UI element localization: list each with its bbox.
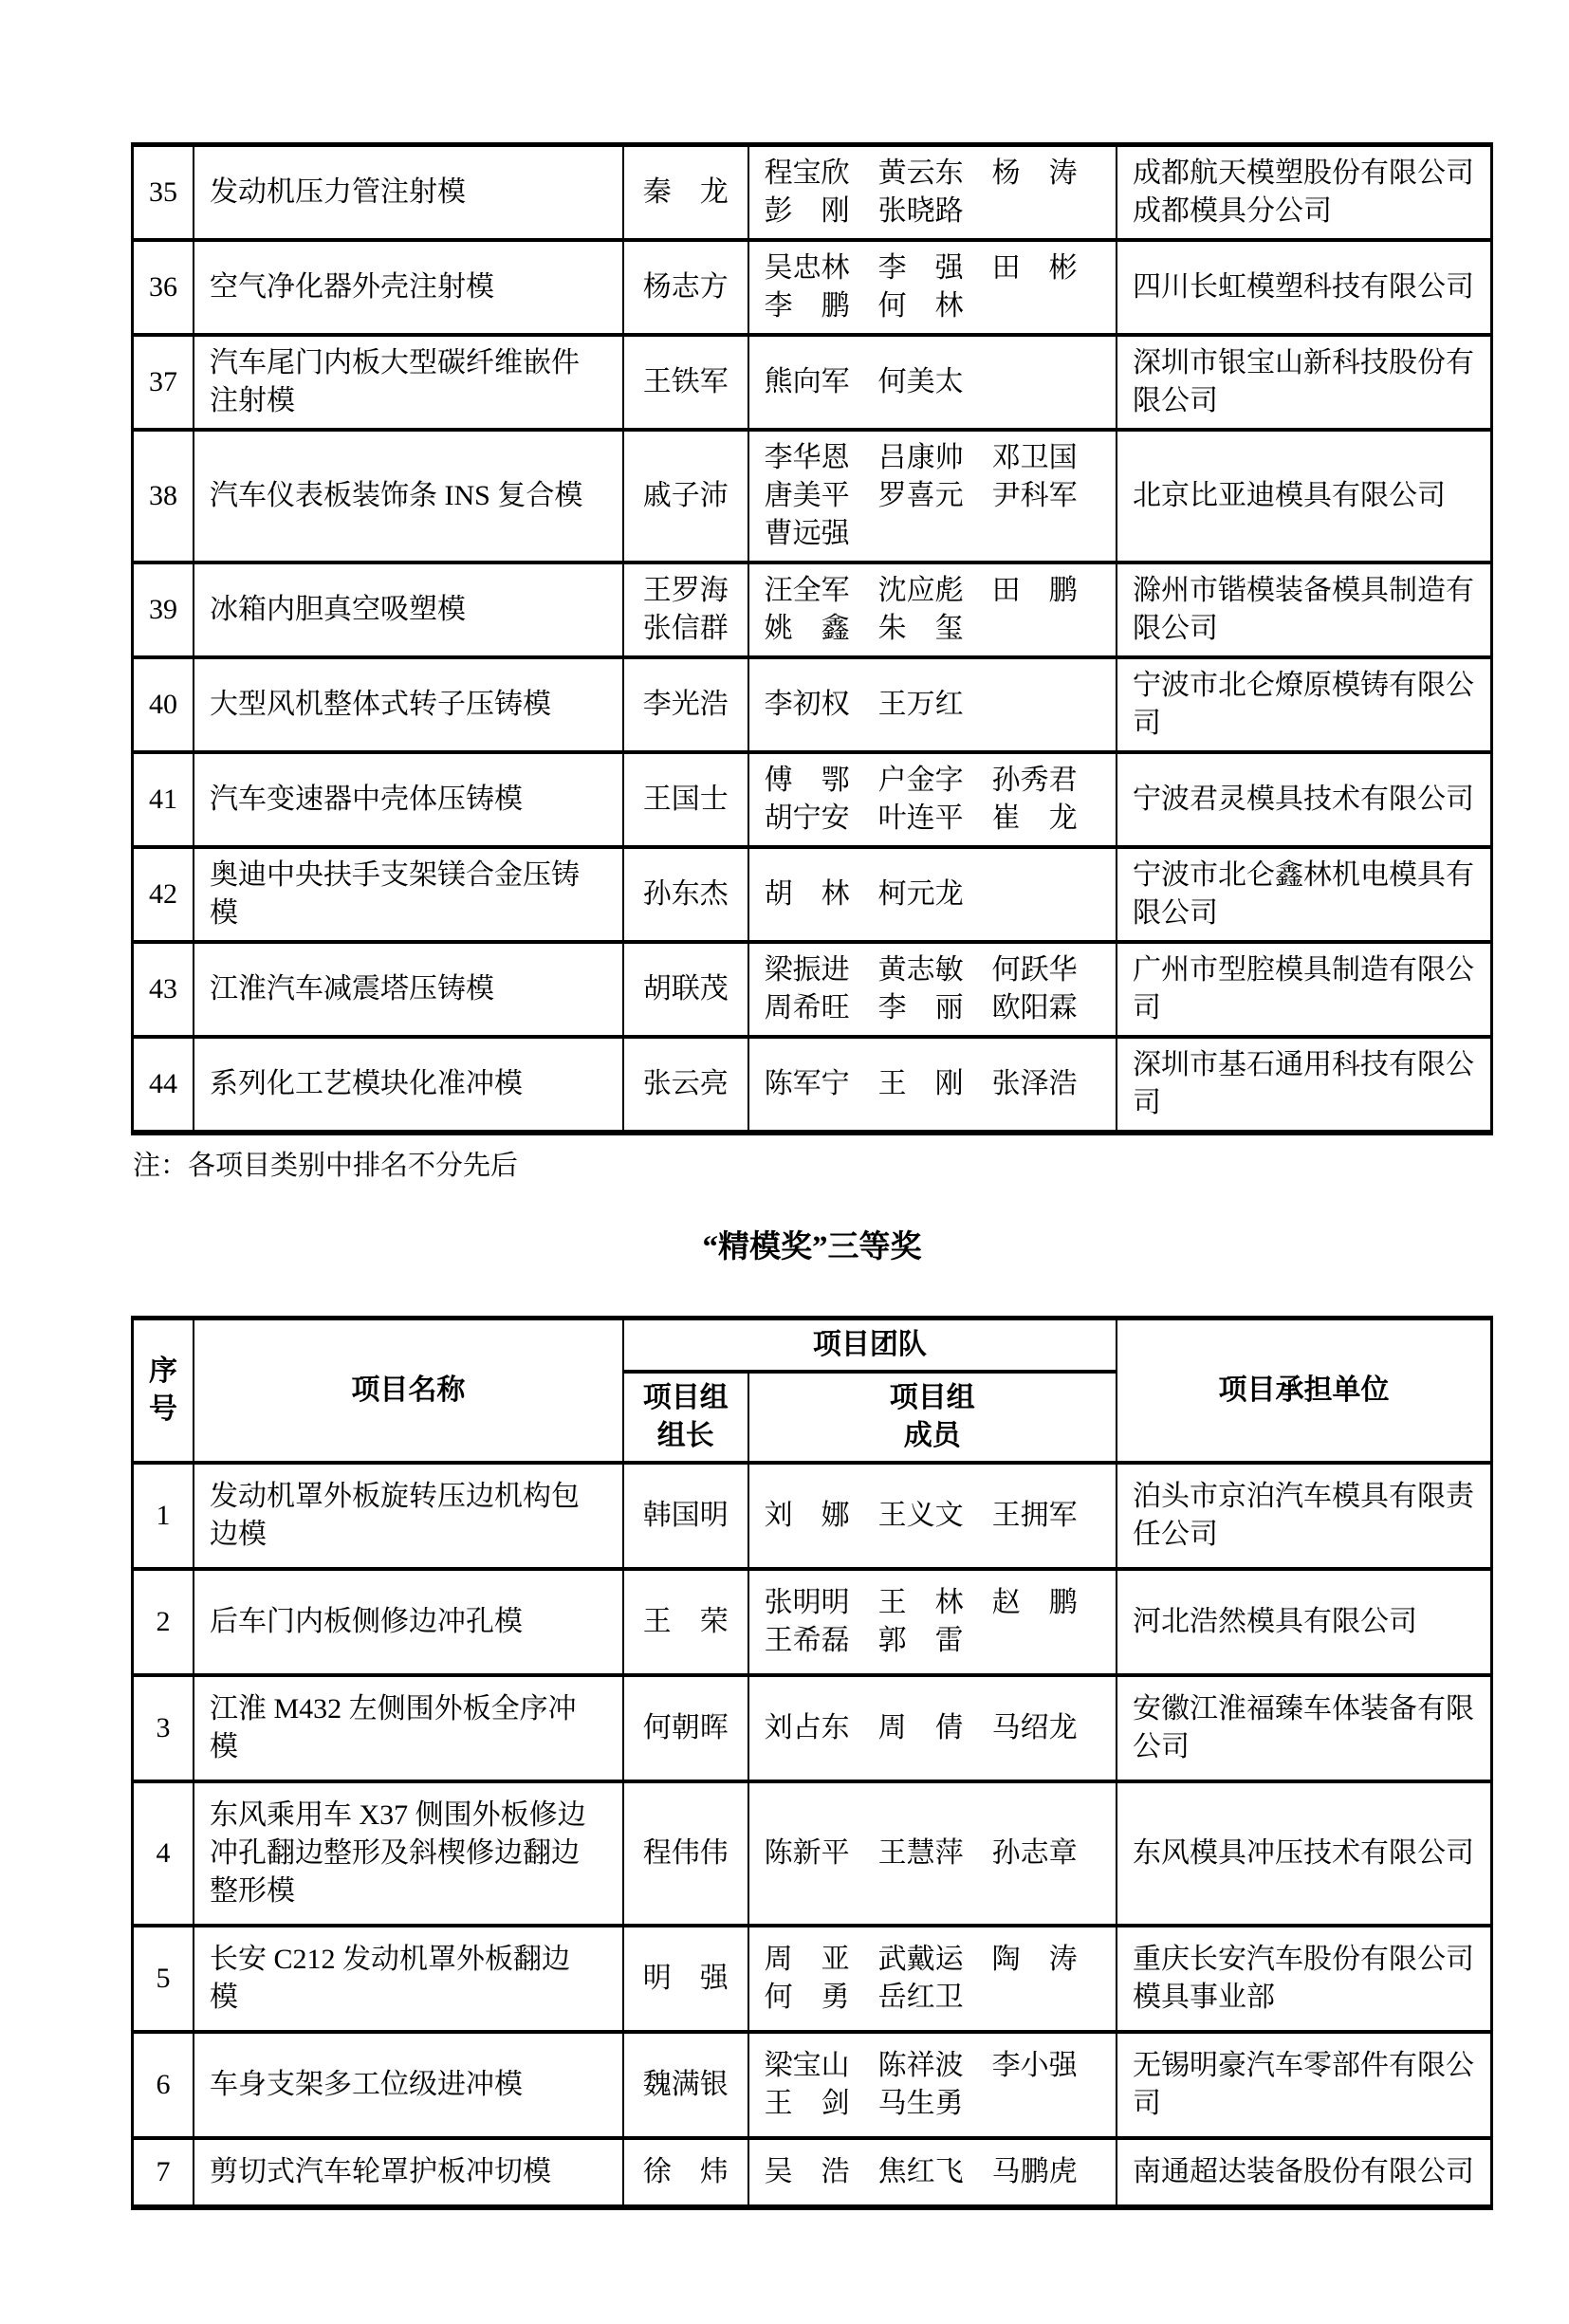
text-line: 成都航天模塑股份有限公司成都模具分公司: [1132, 157, 1474, 227]
text-line: 陈新平 王慧萍 孙志章: [764, 1837, 1078, 1869]
text-line: 38: [148, 480, 177, 511]
cell-index: [133, 657, 194, 752]
text-line: 序: [148, 1356, 177, 1387]
text-line: 胡 林 柯元龙: [764, 878, 964, 910]
second-prize-table-body: [133, 145, 1492, 1134]
header-project-name: 项目名称: [194, 1319, 623, 1464]
text-line: 吴 浩 焦红飞 马鹏虎: [764, 2156, 1078, 2187]
cell-team-leader: [623, 430, 748, 563]
text-line: 南通超达装备股份有限公司: [1132, 2156, 1474, 2187]
table-row: [133, 335, 1492, 430]
cell-company: [1117, 942, 1492, 1037]
cell-team-members: [748, 2138, 1117, 2207]
cell-company: [1117, 335, 1492, 430]
header-index: [133, 1319, 194, 1464]
header-project-team: 项目团队: [623, 1319, 1117, 1373]
text-line: 陈军宁 王 刚 张泽浩: [764, 1068, 1078, 1099]
table-note: 注：各项目类别中排名不分先后: [133, 1151, 519, 1181]
text-line: 6: [156, 2069, 171, 2100]
cell-company: [1117, 1675, 1492, 1781]
text-line: 大型风机整体式转子压铸模: [209, 689, 551, 720]
cell-project-name: [194, 2032, 623, 2138]
text-line: 魏满银: [642, 2069, 729, 2100]
text-line: 戚子沛: [642, 480, 729, 511]
cell-team-members: [748, 563, 1117, 657]
text-line: 35: [148, 176, 177, 208]
cell-index: [133, 1926, 194, 2032]
text-line: 系列化工艺模块化准冲模: [209, 1068, 523, 1099]
text-line: 熊向军 何美太: [764, 366, 964, 397]
text-line: 广州市型腔模具制造有限公司: [1132, 954, 1474, 1024]
header-team-leader: [623, 1372, 748, 1463]
cell-index: [133, 430, 194, 563]
text-line: 刘 娜 王义文 王拥军: [764, 1500, 1078, 1531]
cell-index: [133, 335, 194, 430]
text-line: 何朝晖: [642, 1712, 729, 1743]
page-content: [131, 142, 1493, 2210]
cell-company: [1117, 1569, 1492, 1675]
cell-project-name: [194, 2138, 623, 2207]
cell-team-members: [748, 657, 1117, 752]
text-line: 39: [148, 594, 177, 625]
text-line: 重庆长安汽车股份有限公司模具事业部: [1132, 1944, 1474, 2013]
text-line: 安徽江淮福臻车体装备有限公司: [1132, 1693, 1474, 1762]
table-row: [133, 145, 1492, 241]
text-line: 周 亚 武戴运 陶 涛: [764, 1944, 1078, 1975]
header-team-members: [748, 1372, 1117, 1463]
text-line: 42: [148, 878, 177, 910]
text-line: 王 剑 马生勇: [764, 2088, 964, 2119]
cell-index: [133, 2032, 194, 2138]
text-line: 周希旺 李 丽 欧阳霖: [764, 992, 1078, 1024]
table-row: [133, 430, 1492, 563]
cell-index: [133, 942, 194, 1037]
third-prize-table-body: [133, 1463, 1492, 2207]
text-line: 何 勇 岳红卫: [764, 1982, 964, 2013]
cell-company: [1117, 1781, 1492, 1926]
cell-index: [133, 1781, 194, 1926]
third-prize-table-header: [133, 1319, 1492, 1464]
cell-team-leader: [623, 847, 748, 942]
section-title: “精模奖”三等奖: [702, 1230, 922, 1264]
text-line: 梁振进 黄志敏 何跃华: [764, 954, 1078, 986]
cell-team-members: [748, 942, 1117, 1037]
header-row-1: [133, 1319, 1492, 1373]
text-line: 成员: [903, 1420, 961, 1451]
cell-company: [1117, 1037, 1492, 1133]
text-line: 程伟伟: [642, 1837, 729, 1869]
text-line: 孙东杰: [642, 878, 729, 910]
text-line: 车身支架多工位级进冲模: [209, 2069, 523, 2100]
text-line: 江淮 M432 左侧围外板全序冲模: [209, 1693, 577, 1762]
cell-project-name: [194, 752, 623, 847]
text-line: 宁波市北仑鑫林机电模具有限公司: [1132, 859, 1474, 929]
table-row: [133, 240, 1492, 335]
text-line: 41: [148, 784, 177, 815]
text-line: 四川长虹模塑科技有限公司: [1132, 271, 1474, 303]
table-row: [133, 1675, 1492, 1781]
second-prize-table-continued: [131, 142, 1493, 1135]
cell-team-members: [748, 430, 1117, 563]
cell-project-name: [194, 335, 623, 430]
table-row: [133, 1037, 1492, 1133]
third-prize-table: [131, 1316, 1493, 2210]
table-row: [133, 2032, 1492, 2138]
cell-team-members: [748, 2032, 1117, 2138]
table-row: [133, 1569, 1492, 1675]
text-line: 4: [156, 1837, 171, 1869]
cell-project-name: [194, 1037, 623, 1133]
text-line: 汪全军 沈应彪 田 鹏: [764, 575, 1078, 606]
cell-project-name: [194, 1463, 623, 1569]
text-line: 汽车仪表板装饰条 INS 复合模: [209, 480, 583, 511]
cell-index: [133, 240, 194, 335]
table-row: [133, 2138, 1492, 2207]
text-line: 剪切式汽车轮罩护板冲切模: [209, 2156, 551, 2187]
text-line: 43: [148, 973, 177, 1005]
cell-team-leader: [623, 1675, 748, 1781]
cell-project-name: [194, 563, 623, 657]
cell-project-name: [194, 847, 623, 942]
text-line: 组长: [656, 1420, 714, 1451]
cell-index: [133, 1569, 194, 1675]
table-row: [133, 1463, 1492, 1569]
cell-company: [1117, 1463, 1492, 1569]
text-line: 吴忠林 李 强 田 彬: [764, 252, 1078, 284]
text-line: 40: [148, 689, 177, 720]
cell-team-leader: [623, 2138, 748, 2207]
cell-project-name: [194, 1926, 623, 2032]
table-row: [133, 563, 1492, 657]
text-line: 胡宁安 叶连平 崔 龙: [764, 802, 1078, 834]
text-line: 泊头市京泊汽车模具有限责任公司: [1132, 1481, 1474, 1550]
table-row: [133, 657, 1492, 752]
cell-company: [1117, 847, 1492, 942]
cell-project-name: [194, 430, 623, 563]
text-line: 王铁军: [642, 366, 729, 397]
cell-index: [133, 1037, 194, 1133]
cell-team-leader: [623, 1037, 748, 1133]
cell-team-leader: [623, 335, 748, 430]
cell-team-members: [748, 1781, 1117, 1926]
text-line: 空气净化器外壳注射模: [209, 271, 494, 303]
cell-index: [133, 847, 194, 942]
text-line: 宁波市北仑燎原模铸有限公司: [1132, 670, 1474, 739]
text-line: 胡联茂: [642, 973, 729, 1005]
cell-company: [1117, 1926, 1492, 2032]
text-line: 44: [148, 1068, 177, 1099]
cell-team-leader: [623, 752, 748, 847]
text-line: 刘占东 周 倩 马绍龙: [764, 1712, 1078, 1743]
text-line: 号: [148, 1393, 177, 1425]
cell-company: [1117, 240, 1492, 335]
text-line: 程宝欣 黄云东 杨 涛: [764, 157, 1078, 189]
text-line: 发动机压力管注射模: [209, 176, 466, 208]
cell-project-name: [194, 1569, 623, 1675]
cell-team-members: [748, 1463, 1117, 1569]
cell-team-members: [748, 335, 1117, 430]
text-line: 王罗海: [642, 575, 729, 606]
text-line: 梁宝山 陈祥波 李小强: [764, 2050, 1078, 2081]
cell-company: [1117, 563, 1492, 657]
cell-team-leader: [623, 657, 748, 752]
cell-company: [1117, 657, 1492, 752]
text-line: 长安 C212 发动机罩外板翻边模: [209, 1944, 570, 2013]
text-line: 37: [148, 366, 177, 397]
table-row: [133, 752, 1492, 847]
text-line: 后车门内板侧修边冲孔模: [209, 1606, 523, 1637]
text-line: 李光浩: [642, 689, 729, 720]
text-line: 项目组: [889, 1382, 975, 1413]
text-line: 3: [156, 1712, 171, 1743]
text-line: 2: [156, 1606, 171, 1637]
cell-team-leader: [623, 145, 748, 241]
text-line: 奥迪中央扶手支架镁合金压铸模: [209, 859, 580, 929]
cell-index: [133, 145, 194, 241]
text-line: 李初权 王万红: [764, 689, 964, 720]
cell-team-members: [748, 847, 1117, 942]
cell-team-leader: [623, 1926, 748, 2032]
text-line: 宁波君灵模具技术有限公司: [1132, 784, 1474, 815]
cell-team-leader: [623, 563, 748, 657]
cell-team-members: [748, 1675, 1117, 1781]
cell-index: [133, 1463, 194, 1569]
text-line: 7: [156, 2156, 171, 2187]
cell-index: [133, 563, 194, 657]
cell-team-leader: [623, 240, 748, 335]
text-line: 彭 刚 张晓路: [764, 195, 964, 227]
cell-team-members: [748, 1926, 1117, 2032]
cell-index: [133, 752, 194, 847]
text-line: 王希磊 郭 雷: [764, 1625, 964, 1656]
text-line: 徐 炜: [642, 2156, 729, 2187]
cell-team-members: [748, 1569, 1117, 1675]
cell-project-name: [194, 1781, 623, 1926]
cell-project-name: [194, 657, 623, 752]
cell-company: [1117, 752, 1492, 847]
cell-index: [133, 2138, 194, 2207]
header-company: 项目承担单位: [1117, 1319, 1492, 1464]
text-line: 姚 鑫 朱 玺: [764, 613, 964, 644]
cell-team-leader: [623, 942, 748, 1037]
table-row: [133, 942, 1492, 1037]
text-line: 张信群: [642, 613, 729, 644]
cell-company: [1117, 430, 1492, 563]
text-line: 张云亮: [642, 1068, 729, 1099]
text-line: 杨志方: [642, 271, 729, 303]
text-line: 江淮汽车减震塔压铸模: [209, 973, 494, 1005]
cell-team-members: [748, 145, 1117, 241]
text-line: 5: [156, 1963, 171, 1994]
text-line: 滁州市锴模装备模具制造有限公司: [1132, 575, 1474, 644]
text-line: 明 强: [642, 1963, 729, 1994]
text-line: 1: [156, 1500, 171, 1531]
text-line: 李 鹏 何 林: [764, 290, 964, 322]
cell-project-name: [194, 942, 623, 1037]
cell-team-leader: [623, 1781, 748, 1926]
text-line: 唐美平 罗喜元 尹科军: [764, 480, 1078, 511]
cell-team-members: [748, 1037, 1117, 1133]
text-line: 深圳市基石通用科技有限公司: [1132, 1049, 1474, 1118]
text-line: 王 荣: [642, 1606, 729, 1637]
text-line: 傅 鄂 户金字 孙秀君: [764, 765, 1078, 796]
text-line: 无锡明豪汽车零部件有限公司: [1132, 2050, 1474, 2119]
cell-project-name: [194, 1675, 623, 1781]
text-line: 李华恩 吕康帅 邓卫国: [764, 442, 1078, 473]
table-row: [133, 1926, 1492, 2032]
text-line: 曹远强: [764, 518, 850, 549]
text-line: 汽车变速器中壳体压铸模: [209, 784, 523, 815]
text-line: 韩国明: [642, 1500, 729, 1531]
cell-project-name: [194, 240, 623, 335]
text-line: 汽车尾门内板大型碳纤维嵌件注射模: [209, 347, 580, 416]
cell-company: [1117, 145, 1492, 241]
text-line: 秦 龙: [642, 176, 729, 208]
text-line: 项目组: [642, 1382, 729, 1413]
text-line: 36: [148, 271, 177, 303]
table-row: [133, 1781, 1492, 1926]
text-line: 发动机罩外板旋转压边机构包边模: [209, 1481, 580, 1550]
cell-index: [133, 1675, 194, 1781]
cell-team-members: [748, 240, 1117, 335]
cell-company: [1117, 2138, 1492, 2207]
cell-project-name: [194, 145, 623, 241]
text-line: 东风模具冲压技术有限公司: [1132, 1837, 1474, 1869]
text-line: 王国士: [642, 784, 729, 815]
table-row: [133, 847, 1492, 942]
cell-company: [1117, 2032, 1492, 2138]
cell-team-leader: [623, 1463, 748, 1569]
cell-team-members: [748, 752, 1117, 847]
text-line: 张明明 王 林 赵 鹏: [764, 1587, 1078, 1618]
text-line: 北京比亚迪模具有限公司: [1132, 480, 1446, 511]
text-line: 冰箱内胆真空吸塑模: [209, 594, 466, 625]
cell-team-leader: [623, 2032, 748, 2138]
cell-team-leader: [623, 1569, 748, 1675]
text-line: 东风乘用车 X37 侧围外板修边冲孔翻边整形及斜楔修边翻边整形模: [209, 1799, 586, 1907]
text-line: 河北浩然模具有限公司: [1132, 1606, 1417, 1637]
text-line: 深圳市银宝山新科技股份有限公司: [1132, 347, 1474, 416]
